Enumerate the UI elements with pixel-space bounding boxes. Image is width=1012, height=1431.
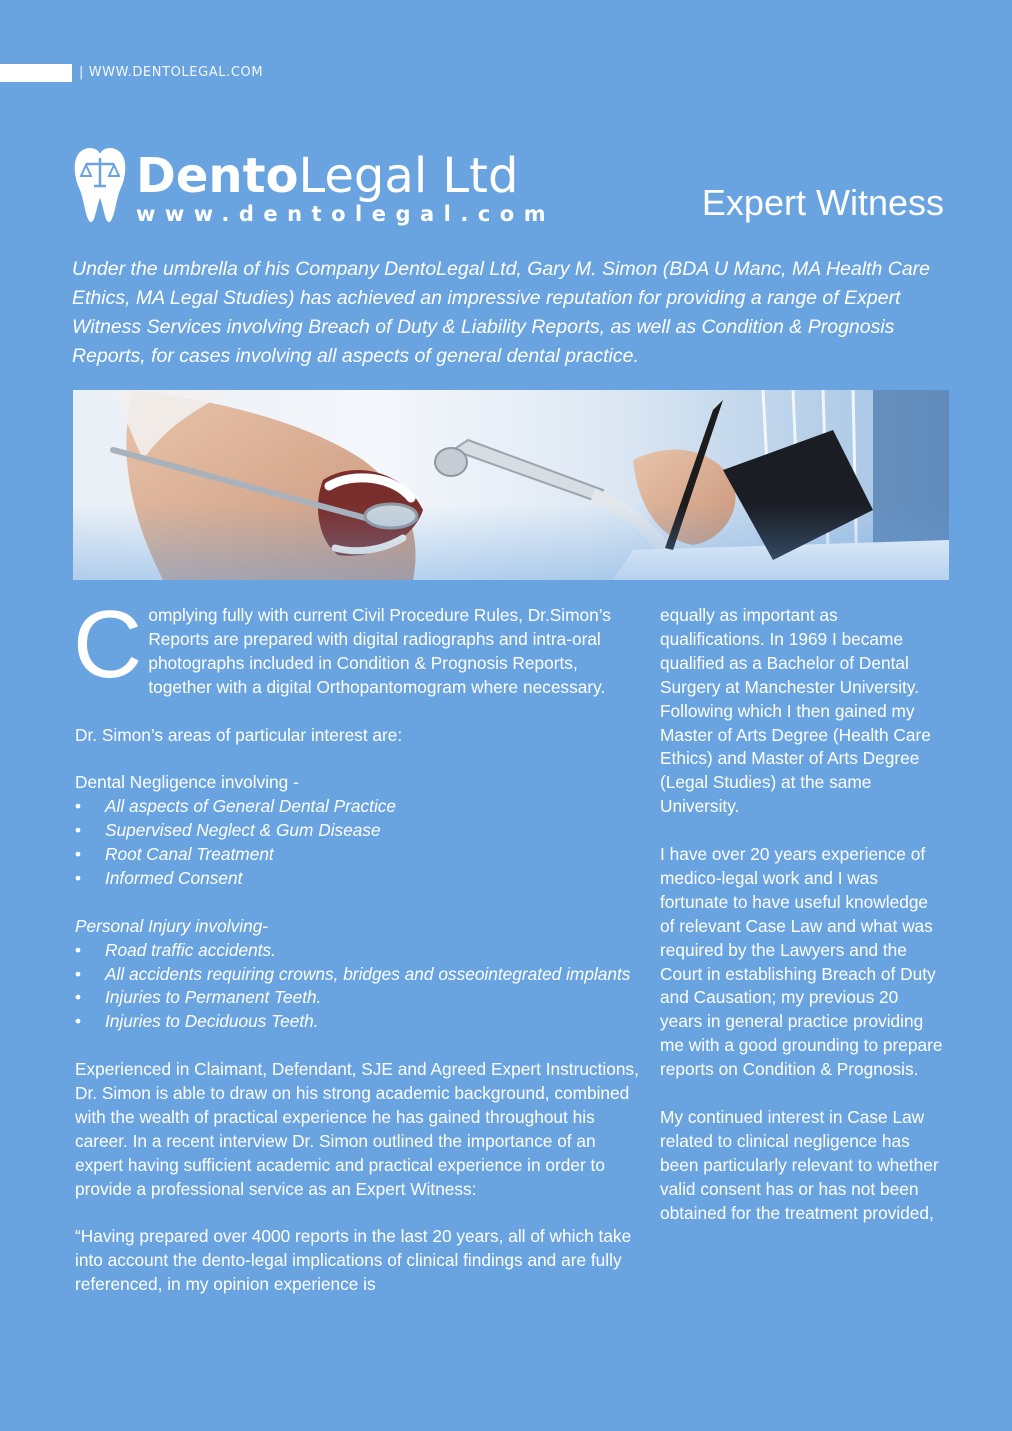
case-law-paragraph: My continued interest in Case Law related to clinical negligence has been particularly relevant to whether valid consent has or has not been obtained for the treatment provided,: [660, 1107, 939, 1223]
list-item: • All accidents requiring crowns, bridges and osseointegrated implants: [75, 963, 645, 987]
list-item: • Injuries to Permanent Teeth.: [75, 986, 645, 1010]
brand-name: [136, 148, 518, 204]
list-item: • Injuries to Deciduous Teeth.: [75, 1010, 645, 1034]
brand-light: Legal Ltd: [298, 148, 519, 204]
header-bar: [0, 64, 72, 82]
tooth-scales-icon: [72, 146, 128, 224]
qualifications-paragraph: equally as important as qualifications. In 1969 I became qualified as a Bachelor of Dental Surgery at Manchester University. Following which I then gained my Master of Arts Degree (Health Care Ethics) and Master of Arts Degree (Legal Studies) at the same University.: [660, 605, 931, 817]
injury-list: [75, 939, 645, 1035]
negligence-list: [75, 795, 645, 891]
dentolegal-logo: [72, 146, 556, 236]
list-item: • Supervised Neglect & Gum Disease: [75, 819, 645, 843]
intro-paragraph: Under the umbrella of his Company DentoLegal Ltd, Gary M. Simon (BDA U Manc, MA Health Care Ethics, MA Legal Studies) has achieved an impressive reputation for providing a range of Expert Witness Services involving Breach of Duty & Liability Reports, as well as Condition & Prognosis Reports, for cases involving all aspects of general dental practice.: [72, 258, 930, 367]
experience-paragraph: Experienced in Claimant, Defendant, SJE and Agreed Expert Instructions, Dr. Simon is able to draw on his strong academic background, combined with the wealth of practical experience he has gained throughout his career. In a recent interview Dr. Simon outlined the importance of an expert having sufficient academic and practical experience in order to provide a professional service as an Expert Witness:: [75, 1059, 639, 1199]
banner-image: [73, 390, 949, 580]
banner-illustration: [73, 390, 949, 580]
injury-heading: Personal Injury involving-: [75, 915, 269, 936]
opening-text: omplying fully with current Civil Procedure Rules, Dr.Simon’s Reports are prepared with digital radiographs and intra-oral photographs included in Condition & Prognosis Reports, together with a digital Orthopantomogram where necessary.: [148, 605, 611, 697]
drop-cap: C: [73, 591, 143, 698]
list-item: • Root Canal Treatment: [75, 843, 645, 867]
interest-intro: Dr. Simon’s areas of particular interest are:: [75, 724, 403, 745]
negligence-heading: Dental Negligence involving -: [75, 772, 299, 793]
list-item: • All aspects of General Dental Practice: [75, 795, 645, 819]
medico-legal-paragraph: I have over 20 years experience of medico-legal work and I was fortunate to have useful knowledge of relevant Case Law and what was required by the Lawyers and the Court in establishing Breach of Duty and Causation; my previous 20 years in general practice providing me with a good grounding to prepare reports on Condition & Prognosis.: [660, 844, 943, 1080]
list-item: • Road traffic accidents.: [75, 939, 645, 963]
right-column: [660, 604, 945, 1249]
quote-paragraph: “Having prepared over 4000 reports in the last 20 years, all of which take into account the dento-legal implications of clinical findings and are fully referenced, in my opinion experience is: [75, 1226, 632, 1295]
brand-url: www.dentolegal.com: [136, 202, 556, 226]
header-url: | WWW.DENTOLEGAL.COM: [79, 65, 264, 80]
list-item: • Informed Consent: [75, 867, 645, 891]
opening-paragraph: [73, 591, 645, 700]
section-title: Expert Witness: [701, 182, 944, 223]
left-column: [73, 591, 645, 1321]
brand-bold: Dento: [136, 148, 299, 204]
